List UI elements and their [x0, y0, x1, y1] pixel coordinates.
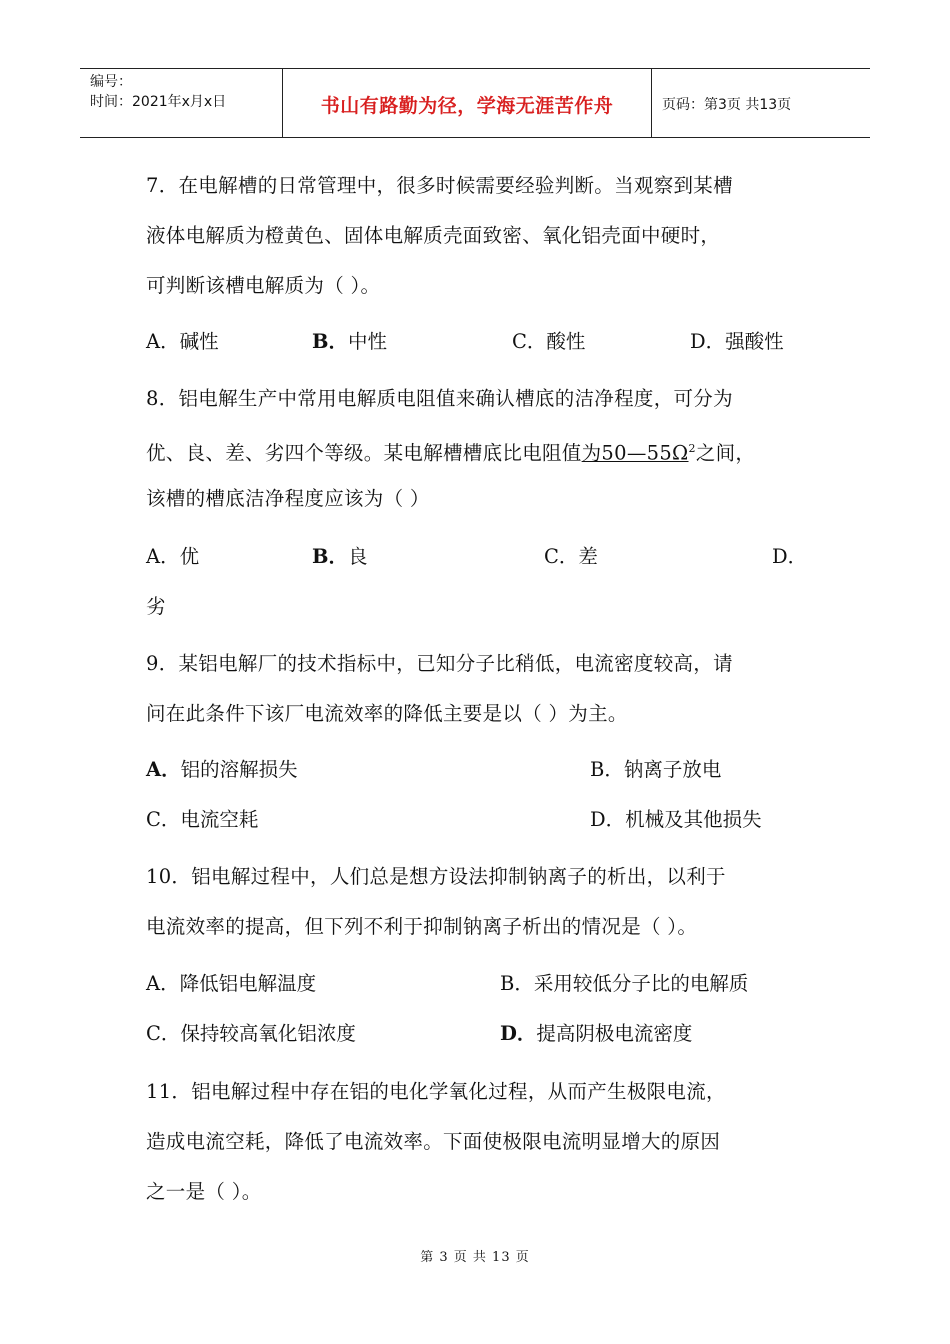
question-7-option-c: C．酸性 [512, 330, 586, 353]
question-7-line-2: 液体电解质为橙黄色、固体电解质壳面致密、氧化铝壳面中硬时， [146, 224, 721, 247]
header-page-cell [652, 69, 870, 137]
page-info: 页码：第3页 共13页 [662, 97, 792, 113]
page-footer: 第 3 页 共 13 页 [420, 1250, 530, 1265]
question-8-option-d-text: 劣 [146, 595, 166, 618]
motto: 书山有路勤为径，学海无涯苦作舟 [320, 95, 614, 117]
question-8-option-a: A．优 [146, 545, 200, 568]
question-9-option-c: C．电流空耗 [146, 808, 259, 831]
question-8-option-b: B．良 [312, 545, 368, 568]
question-7-line-3: 可判断该槽电解质为（ ）。 [146, 274, 381, 297]
question-8-option-c: C．差 [544, 545, 598, 568]
page-header [80, 68, 870, 138]
header-motto-cell [283, 69, 652, 137]
question-8-line-2: 优、良、差、劣四个等级。某电解槽槽底比电阻值为$50—55\Omega^2$之间， [146, 441, 756, 465]
question-9-option-d: D．机械及其他损失 [590, 808, 762, 831]
question-7-line-1: 7．在电解槽的日常管理中，很多时候需要经验判断。当观察到某槽 [146, 174, 733, 197]
question-11-line-1: 11．铝电解过程中存在铝的电化学氧化过程，从而产生极限电流， [146, 1080, 726, 1103]
question-9-option-b: B．钠离子放电 [590, 758, 722, 781]
date-line: 时间：2021年x月x日 [90, 94, 227, 110]
question-10-line-1: 10．铝电解过程中，人们总是想方设法抑制钠离子的析出，以利于 [146, 865, 726, 888]
question-7-option-d: D．强酸性 [690, 330, 784, 353]
header-meta-cell [80, 69, 283, 137]
question-9-line-2: 问在此条件下该厂电流效率的降低主要是以（ ）为主。 [146, 702, 628, 725]
question-10-option-a: A．降低铝电解温度 [146, 972, 317, 995]
question-9-option-a: A．铝的溶解损失 [146, 758, 298, 781]
question-8-underlined-value: 为50—55Ω [581, 441, 689, 465]
question-8-option-d-letter: D． [772, 545, 808, 568]
question-7-option-b: B．中性 [312, 330, 387, 353]
question-10-option-d: D．提高阴极电流密度 [500, 1022, 693, 1045]
question-11-line-3: 之一是（ ）。 [146, 1180, 262, 1203]
question-10-line-2: 电流效率的提高，但下列不利于抑制钠离子析出的情况是（ ）。 [146, 915, 698, 938]
question-8-line-3: 该槽的槽底洁净程度应该为（ ） [146, 487, 430, 510]
question-8-line-1: 8．铝电解生产中常用电解质电阻值来确认槽底的洁净程度，可分为 [146, 387, 733, 410]
question-10-option-b: B．采用较低分子比的电解质 [500, 972, 749, 995]
question-11-line-2: 造成电流空耗，降低了电流效率。下面使极限电流明显增大的原因 [146, 1130, 721, 1153]
number-label: 编号： [90, 74, 132, 90]
question-9-line-1: 9．某铝电解厂的技术指标中，已知分子比稍低，电流密度较高，请 [146, 652, 733, 675]
question-7-option-a: A．碱性 [146, 330, 219, 353]
question-10-option-c: C．保持较高氧化铝浓度 [146, 1022, 356, 1045]
